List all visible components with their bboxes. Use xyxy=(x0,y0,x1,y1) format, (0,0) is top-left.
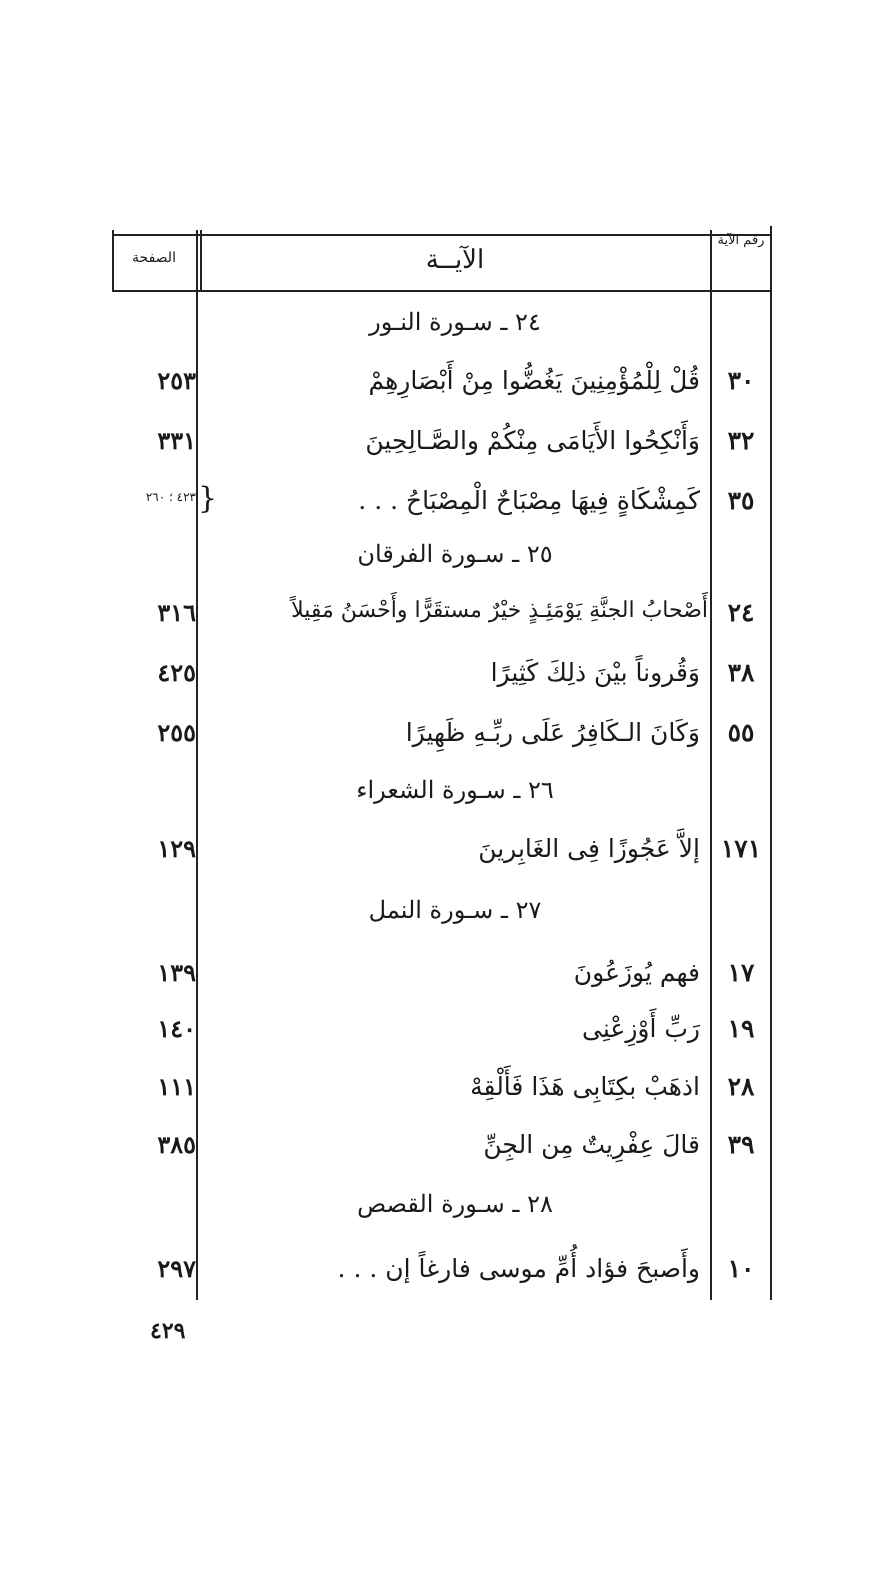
page-number: ١٢٩ xyxy=(157,834,196,863)
surah-title: ٢٥ ـ سـورة الفرقان xyxy=(357,540,553,568)
brace-icon: } xyxy=(198,481,218,516)
verse-text: اذهَبْ بكِتَابِى هَذَا فَأَلْقِهْ xyxy=(470,1072,700,1101)
page-number: ١٤٠ xyxy=(157,1014,196,1043)
verse-text: إلاَّ عَجُوزًا فِى الغَابِرينَ xyxy=(478,834,700,863)
verse-text: وَكَانَ الـكَافِرُ عَلَى ربِّـهِ ظَهِيرًا xyxy=(405,718,700,747)
verse-text: وَقُروناً بيْنَ ذلِكَ كَثِيرًا xyxy=(490,658,700,687)
header-page-column: الصفحة xyxy=(132,250,176,266)
index-table xyxy=(112,230,772,1300)
verse-number: ١٠ xyxy=(727,1254,755,1283)
verse-number: ١٧١ xyxy=(720,834,762,863)
surah-title: ٢٧ ـ سـورة النمل xyxy=(368,896,542,924)
surah-heading xyxy=(112,540,772,596)
verse-number: ١٧ xyxy=(727,958,755,987)
surah-title: ٢٤ ـ سـورة النـور xyxy=(369,308,541,336)
page-number: ١١١ xyxy=(157,1072,196,1101)
verse-number: ٥٥ xyxy=(727,718,755,747)
table-row xyxy=(112,598,772,654)
page-number: ٣٨٥ xyxy=(157,1130,196,1159)
header-bottom-border xyxy=(112,290,772,292)
table-top-border xyxy=(112,234,772,236)
verse-number: ٣٨ xyxy=(727,658,755,687)
surah-heading xyxy=(112,776,772,832)
table-row xyxy=(112,834,772,890)
verse-text: فهم يُوزَعُونَ xyxy=(573,958,700,987)
verse-number: ٣٩ xyxy=(727,1130,755,1159)
table-row xyxy=(112,426,772,482)
page-number: ٣٣١ xyxy=(157,426,196,455)
table-row xyxy=(112,1014,772,1070)
verse-number: ٣٢ xyxy=(727,426,755,455)
verse-number: ٣٠ xyxy=(727,366,755,395)
page-number: ٢٩٧ xyxy=(157,1254,196,1283)
verse-text: أَصْحابُ الجنَّةِ يَوْمَئِـذٍ خيْرٌ مستقَرًّا وأَحْسَنُ مَقِيلاً xyxy=(291,598,708,623)
page-footer-number: ٤٢٩ xyxy=(150,1318,186,1344)
page-number: ٢٥٣ xyxy=(157,366,196,395)
table-row xyxy=(112,1254,772,1310)
verse-number: ٢٨ xyxy=(727,1072,755,1101)
verse-text: رَبِّ أَوْزِعْنِى xyxy=(582,1014,700,1043)
table-row xyxy=(112,718,772,774)
verse-text: قالَ عِفْرِيتٌ مِن الجِنِّ xyxy=(483,1130,700,1159)
verse-number: ٣٥ xyxy=(727,486,755,515)
page-number: ١٣٩ xyxy=(157,958,196,987)
header-verse-number-column: رقم الآية xyxy=(717,233,765,248)
table-row xyxy=(112,958,772,1014)
header-verse-column: الآيــة xyxy=(425,245,485,275)
table-row xyxy=(112,1072,772,1128)
surah-heading xyxy=(112,308,772,364)
verse-text: وأَصبحَ فؤاد أُمِّ موسى فارغاً إن . . . xyxy=(337,1254,700,1283)
verse-number: ٢٤ xyxy=(727,598,755,627)
page-number-multiple: ٤٢٣ ؛ ٢٦٠ xyxy=(145,490,196,504)
table-row xyxy=(112,658,772,714)
page-number: ٢٥٥ xyxy=(157,718,196,747)
page-number: ٣١٦ xyxy=(157,598,196,627)
verse-text: وَأَنْكِحُوا الأَيَامَى مِنْكُمْ والصَّـالِحِينَ xyxy=(365,426,700,455)
verse-text: قُلْ لِلْمُؤْمِنِينَ يَغُضُّوا مِنْ أَبْصَارِهِمْ xyxy=(368,366,700,395)
surah-heading xyxy=(112,896,772,952)
surah-title: ٢٦ ـ سـورة الشعراء xyxy=(356,776,554,804)
table-row xyxy=(112,366,772,422)
verse-text: كَمِشْكَاةٍ فِيهَا مِصْبَاحٌ الْمِصْبَاحُ . . . xyxy=(358,486,700,515)
table-row xyxy=(112,1130,772,1186)
page-number: ٤٢٥ xyxy=(157,658,196,687)
table-row xyxy=(112,481,772,542)
surah-title: ٢٨ ـ سـورة القصص xyxy=(357,1190,553,1218)
surah-heading xyxy=(112,1190,772,1246)
verse-number: ١٩ xyxy=(727,1014,755,1043)
